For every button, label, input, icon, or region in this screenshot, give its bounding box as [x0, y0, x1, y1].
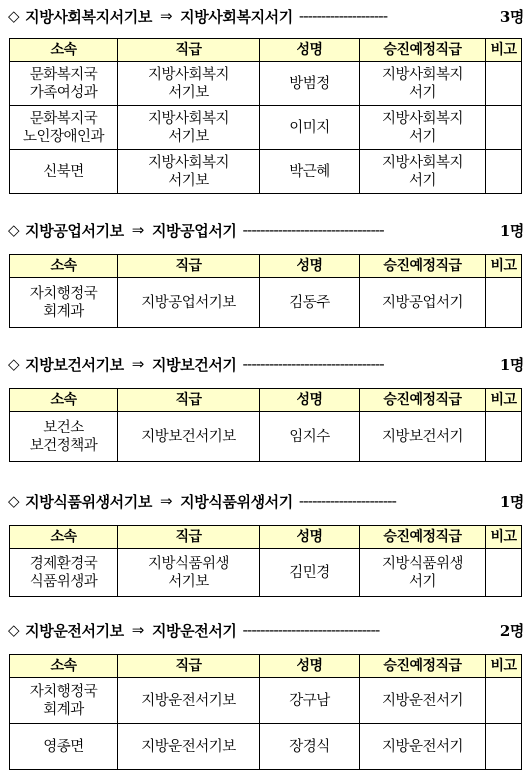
header-note: 비고: [486, 655, 522, 678]
cell-promo: [360, 724, 486, 770]
headcount: 3명: [499, 7, 524, 26]
cell-line: 서기보: [168, 573, 209, 590]
cell-rank: [118, 278, 260, 328]
cell-name: 이미지: [260, 106, 360, 150]
diamond-icon: ◇: [8, 7, 20, 25]
from-rank: 지방사회복지서기보: [25, 7, 152, 26]
promotion-table: [9, 654, 522, 770]
arrow-icon: ⇒: [131, 355, 144, 373]
cell-line: 지방사회복지: [381, 154, 464, 171]
dash-leader: --------------------------------: [242, 221, 384, 239]
cell-note: [486, 150, 522, 194]
cell-note: [486, 549, 522, 597]
section-heading: [8, 489, 524, 513]
header-dept: 소속: [10, 655, 118, 678]
cell-dept: [10, 62, 118, 106]
header-rank: 직급: [118, 255, 260, 278]
cell-dept: [10, 678, 118, 724]
section-heading: [8, 618, 524, 642]
cell-line: 보건정책과: [29, 437, 98, 454]
cell-promo: [360, 106, 486, 150]
header-note: 비고: [486, 255, 522, 278]
table-row: [10, 724, 522, 770]
diamond-icon: ◇: [8, 621, 20, 639]
diamond-icon: ◇: [8, 355, 20, 373]
cell-line: 신북면: [43, 163, 84, 180]
from-rank: 지방보건서기보: [25, 355, 124, 374]
dash-leader: --------------------------------: [242, 355, 384, 373]
cell-line: 회계과: [43, 701, 84, 718]
cell-dept: [10, 549, 118, 597]
cell-line: 경제환경국: [29, 555, 98, 572]
header-row: [10, 526, 522, 549]
cell-note: [486, 62, 522, 106]
cell-rank: [118, 724, 260, 770]
cell-note: [486, 678, 522, 724]
header-name: 성명: [260, 39, 360, 62]
cell-promo: [360, 412, 486, 462]
promotion-table: [9, 388, 522, 462]
cell-promo: [360, 549, 486, 597]
table-row: [10, 150, 522, 194]
table-row: [10, 678, 522, 724]
dash-leader: ----------------------: [298, 492, 396, 510]
cell-line: 지방사회복지: [147, 154, 230, 171]
header-note: 비고: [486, 526, 522, 549]
cell-line: 서기: [408, 573, 436, 590]
cell-line: 보건소: [43, 419, 84, 436]
to-rank: 지방운전서기: [151, 621, 237, 640]
table-row: [10, 412, 522, 462]
cell-note: [486, 278, 522, 328]
cell-line: 자치행정국: [29, 285, 98, 302]
table-row: [10, 278, 522, 328]
cell-name: 박근혜: [260, 150, 360, 194]
cell-line: 지방공업서기보: [141, 294, 236, 311]
headcount: 1명: [499, 355, 524, 374]
section-heading: [8, 4, 524, 28]
cell-line: 지방사회복지: [381, 66, 464, 83]
cell-name: 김민경: [260, 549, 360, 597]
arrow-icon: ⇒: [131, 221, 144, 239]
header-rank: 직급: [118, 39, 260, 62]
cell-line: 지방사회복지: [381, 110, 464, 127]
header-rank: 직급: [118, 655, 260, 678]
cell-name: 김동주: [260, 278, 360, 328]
cell-promo: [360, 278, 486, 328]
from-rank: 지방식품위생서기보: [25, 492, 152, 511]
header-row: [10, 255, 522, 278]
section-heading: [8, 352, 524, 376]
cell-line: 지방공업서기: [381, 294, 464, 311]
arrow-icon: ⇒: [159, 492, 173, 510]
table-row: [10, 106, 522, 150]
cell-line: 서기보: [168, 128, 209, 145]
cell-rank: [118, 549, 260, 597]
promotion-table: [9, 38, 522, 194]
header-promo: 승진예정직급: [360, 255, 486, 278]
header-dept: 소속: [10, 39, 118, 62]
cell-name: 임지수: [260, 412, 360, 462]
header-promo: 승진예정직급: [360, 655, 486, 678]
to-rank: 지방사회복지서기: [180, 7, 293, 26]
arrow-icon: ⇒: [159, 7, 173, 25]
cell-line: 서기보: [168, 84, 209, 101]
header-row: [10, 389, 522, 412]
header-name: 성명: [260, 255, 360, 278]
headcount: 2명: [499, 621, 524, 640]
diamond-icon: ◇: [8, 221, 20, 239]
header-row: [10, 39, 522, 62]
header-name: 성명: [260, 655, 360, 678]
cell-name: 강구남: [260, 678, 360, 724]
cell-line: 지방보건서기보: [141, 428, 236, 445]
cell-line: 지방식품위생: [147, 555, 230, 572]
cell-rank: [118, 150, 260, 194]
cell-promo: [360, 678, 486, 724]
to-rank: 지방보건서기: [151, 355, 237, 374]
headcount: 1명: [499, 221, 524, 240]
cell-line: 지방운전서기보: [141, 692, 236, 709]
cell-note: [486, 724, 522, 770]
table-row: [10, 62, 522, 106]
cell-rank: [118, 412, 260, 462]
header-note: 비고: [486, 39, 522, 62]
cell-line: 지방운전서기보: [141, 738, 236, 755]
cell-note: [486, 412, 522, 462]
header-rank: 직급: [118, 389, 260, 412]
cell-line: 식품위생과: [29, 573, 98, 590]
cell-line: 지방사회복지: [147, 110, 230, 127]
header-dept: 소속: [10, 526, 118, 549]
header-note: 비고: [486, 389, 522, 412]
cell-dept: [10, 150, 118, 194]
cell-line: 지방운전서기: [381, 692, 464, 709]
header-name: 성명: [260, 526, 360, 549]
cell-note: [486, 106, 522, 150]
header-dept: 소속: [10, 255, 118, 278]
header-promo: 승진예정직급: [360, 389, 486, 412]
cell-line: 자치행정국: [29, 683, 98, 700]
cell-promo: [360, 150, 486, 194]
promotion-table: [9, 254, 522, 328]
promotion-table: [9, 525, 522, 597]
diamond-icon: ◇: [8, 492, 20, 510]
cell-line: 지방사회복지: [147, 66, 230, 83]
headcount: 1명: [499, 492, 524, 511]
cell-name: 장경식: [260, 724, 360, 770]
cell-dept: [10, 724, 118, 770]
header-name: 성명: [260, 389, 360, 412]
dash-leader: -------------------------------: [242, 621, 380, 639]
cell-dept: [10, 412, 118, 462]
header-rank: 직급: [118, 526, 260, 549]
cell-line: 지방운전서기: [381, 738, 464, 755]
to-rank: 지방식품위생서기: [180, 492, 293, 511]
cell-rank: [118, 106, 260, 150]
cell-line: 문화복지국: [29, 110, 98, 127]
cell-line: 영종면: [43, 738, 84, 755]
cell-promo: [360, 62, 486, 106]
cell-line: 문화복지국: [29, 66, 98, 83]
cell-line: 서기: [408, 128, 436, 145]
cell-rank: [118, 678, 260, 724]
cell-line: 지방식품위생: [381, 555, 464, 572]
cell-rank: [118, 62, 260, 106]
section-heading: [8, 218, 524, 242]
header-promo: 승진예정직급: [360, 526, 486, 549]
cell-dept: [10, 106, 118, 150]
from-rank: 지방운전서기보: [25, 621, 124, 640]
cell-name: 방범정: [260, 62, 360, 106]
cell-line: 노인장애인과: [22, 128, 105, 145]
header-row: [10, 655, 522, 678]
dash-leader: --------------------: [298, 7, 388, 25]
arrow-icon: ⇒: [131, 621, 144, 639]
from-rank: 지방공업서기보: [25, 221, 124, 240]
cell-dept: [10, 278, 118, 328]
to-rank: 지방공업서기: [151, 221, 237, 240]
cell-line: 가족여성과: [29, 84, 98, 101]
table-row: [10, 549, 522, 597]
cell-line: 서기보: [168, 172, 209, 189]
cell-line: 서기: [408, 84, 436, 101]
cell-line: 회계과: [43, 303, 84, 320]
header-promo: 승진예정직급: [360, 39, 486, 62]
cell-line: 지방보건서기: [381, 428, 464, 445]
header-dept: 소속: [10, 389, 118, 412]
cell-line: 서기: [408, 172, 436, 189]
